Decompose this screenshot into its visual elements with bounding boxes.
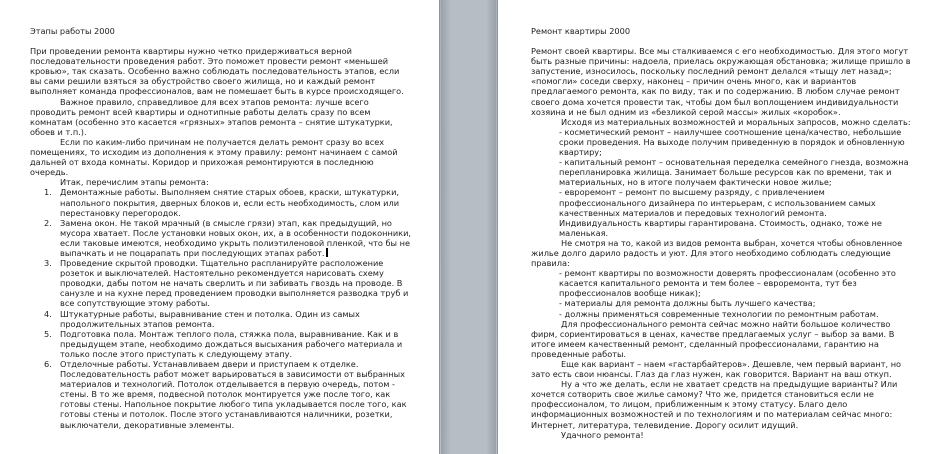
- paragraph: - косметический ремонт – наилучшее соотношение цена/качество, небольшие сроки проведения. На выходе получим приведенную в порядок и обновленную квартиру;: [559, 126, 905, 158]
- document-page-left[interactable]: [0, 0, 440, 454]
- paragraph: Если по каким-либо причинам не получается делать ремонт сразу во всех помещениях, то исходим из дополнения к этому правилу: ремонт начинаем с самой дальней от входа комнаты. Коридор и прихожая ремонтируются в последнюю очередь.: [30, 136, 398, 178]
- list-item-text: Штукатурные работы, выравнивание стен и потолка. Один из самых продолжительных этапов ремонта.: [60, 308, 360, 329]
- steps-list: [30, 187, 413, 429]
- paragraph: Ну а что же делать, если не хватает средств на предыдущие варианты? Или хочется сотворить свое жилье самому? Что же, придется становиться если не профессионалом, то лицом, приближенным к этому статусу. Благо дело информационных возможностей и по технологиям и по материалам сейчас много: Интернет, литература, телевидение. Дорогу осилит идущий.: [531, 379, 898, 430]
- list-item: [44, 217, 413, 258]
- page-body-right: [531, 26, 911, 440]
- paragraph: При проведении ремонта квартиры нужно четко придерживаться верной последовательности проведения работ. Это поможет провести ремонт «меньшей кровью», так сказать. Особенно важно соблюдать последовательность этапов, если вы сами решили взяться за обустройство своего жилища, но и каждый ремонт выполняет команда профессионалов, вам не помешает быть в курсе происходящего.: [30, 46, 404, 97]
- paragraph: - капитальный ремонт – основательная переделка семейного гнезда, возможна перепланировка жилища. Занимает больше ресурсов как по времени, так и материальных, но в итоге получаем фактически новое жилье;: [559, 157, 909, 188]
- page-title-left: Этапы работы 2000: [30, 26, 115, 36]
- list-item-text: Проведение скрытой проводки. Тщательно распланируйте расположение розеток и выключателей. Настоятельно рекомендуется нарисовать схему проводки, дабы потом не начать сверлить и пи забивать гвоздь на проводе. В санузле и на кухне перед проведением проводки выполняется разводка труб и все сопутствующие этому работы.: [60, 258, 409, 309]
- paragraph: Исходя из материальных возможностей и моральных запросов, можно сделать:: [561, 116, 911, 127]
- list-number: 3.: [44, 258, 52, 269]
- list-item: [44, 258, 413, 309]
- list-item-text: Отделочные работы. Устанавливаем двери и приступаем к отделке. Последовательность работ может варьироваться в зависимости от выбранных материалов и технологий. Потолок отделывается в первую очередь, потом - стены. В то же время, подвесной потолок монтируется уже после того, как готовы стены. Напольное покрытие любого типа укладывается после того, как готовы стены и потолок. После этого устанавливаются наличники, розетки, выключатели, декоративные элементы.: [60, 359, 407, 430]
- text-cursor: [326, 248, 328, 257]
- page-title-right: Ремонт квартиры 2000: [531, 26, 631, 36]
- list-number: 5.: [44, 328, 52, 339]
- list-item-text: Подготовка пола. Монтаж теплого пола, стяжка пола, выравнивание. Как и в предыдущем этапе, необходимо дождаться высыхания рабочего материала и только после этого приступать к следующему этапу.: [60, 328, 403, 359]
- list-number: 1.: [44, 187, 52, 198]
- paragraph: Еще как вариант – наем «гастарбайтеров». Дешевле, чем первый вариант, но зато есть свои нюансы. Глаз да глаз нужен, как говорится. Вариант на ваш откуп.: [531, 359, 902, 380]
- list-item-text: Замена окон. Не такой мрачный (в смысле грязи) этап, как предыдущий, но мусора хватает. После установки новых окон, их, а в особенности подоконники, если таковые имеются, необходимо укрыть полиэтиленовой пленкой, что бы не выпачкать и не поцарапать при последующих этапах работ.: [60, 217, 412, 258]
- paragraph: Для профессионального ремонта сейчас можно найти большое количество фирм, сориентироваться в ценах, качестве предлагаемых услуг – выбор за вами. В итоге имеем качественный ремонт, сделанный профессионалами, гарантию на проведенные работы.: [531, 318, 895, 359]
- paragraph: Итак, перечислим этапы ремонта:: [60, 177, 209, 188]
- list-item-text: Демонтажные работы. Выполняем снятие старых обоев, краски, штукатурки, напольного покрытия, дверных блоков и, если есть необходимость, слом или перестановку перегородок.: [60, 187, 400, 218]
- list-number: 4.: [44, 308, 52, 319]
- paragraph: - материалы для ремонта должны быть лучшего качества;: [559, 298, 816, 309]
- paragraph: Удачного ремонта!: [561, 429, 644, 440]
- paragraph: Важное правило, справедливое для всех этапов ремонта: лучше всего проводить ремонт всей квартиры и однотипные работы делать сразу по всем комнатам (особенно это касается «грязных» этапов ремонта – снятие штукатурки, обоев и т.п.).: [30, 96, 393, 137]
- paragraph: - должны применяться современные технологии по ремонтным работам.: [559, 308, 879, 319]
- page-gutter: [441, 0, 496, 454]
- page-body-left: [30, 26, 413, 430]
- paragraph: Ремонт своей квартиры. Все мы сталкиваемся с его необходимостью. Для этого могут быть разные причины: надоела, приелась окружающая обстановка; жилище пришло в запустение, износилось, поскольку последний ремонт делался «тыщу лет назад»; «помогли» соседи сверху, наконец – причин очень много, как и вариантов предлагаемого ремонта, как по виду, так и по содержанию. В любом случае ремонт своего дома хочется провести так, чтобы дом был воплощением индивидуальности хозяина и не был одним из «безликой серой массы» жилых «коробок».: [531, 46, 911, 117]
- paragraph: - ремонт квартиры по возможности доверять профессионалам (особенно это касается капитального ремонта и тем более – евроремонта, тут без профессионалов вообще никак);: [559, 268, 896, 299]
- list-number: 6.: [44, 359, 52, 369]
- document-page-right[interactable]: [497, 0, 935, 454]
- list-item: [44, 308, 413, 329]
- list-item: [44, 359, 413, 430]
- list-item: [44, 187, 413, 218]
- paragraph: - евроремонт – ремонт по высшему разряду, с привлечением профессионального дизайнера по интерьерам, с использованием самых качественных материалов и передовых технологий ремонта. Индивидуальность квартиры гарантирована. Стоимость, однако, тоже не маленькая.: [559, 187, 882, 238]
- list-item: [44, 328, 413, 359]
- list-number: 2.: [44, 217, 52, 228]
- paragraph: Не смотря на то, какой из видов ремонта выбран, хочется чтобы обновленное жилье долго дарило радость и уют. Для этого необходимо соблюдать следующие правила:: [531, 237, 903, 269]
